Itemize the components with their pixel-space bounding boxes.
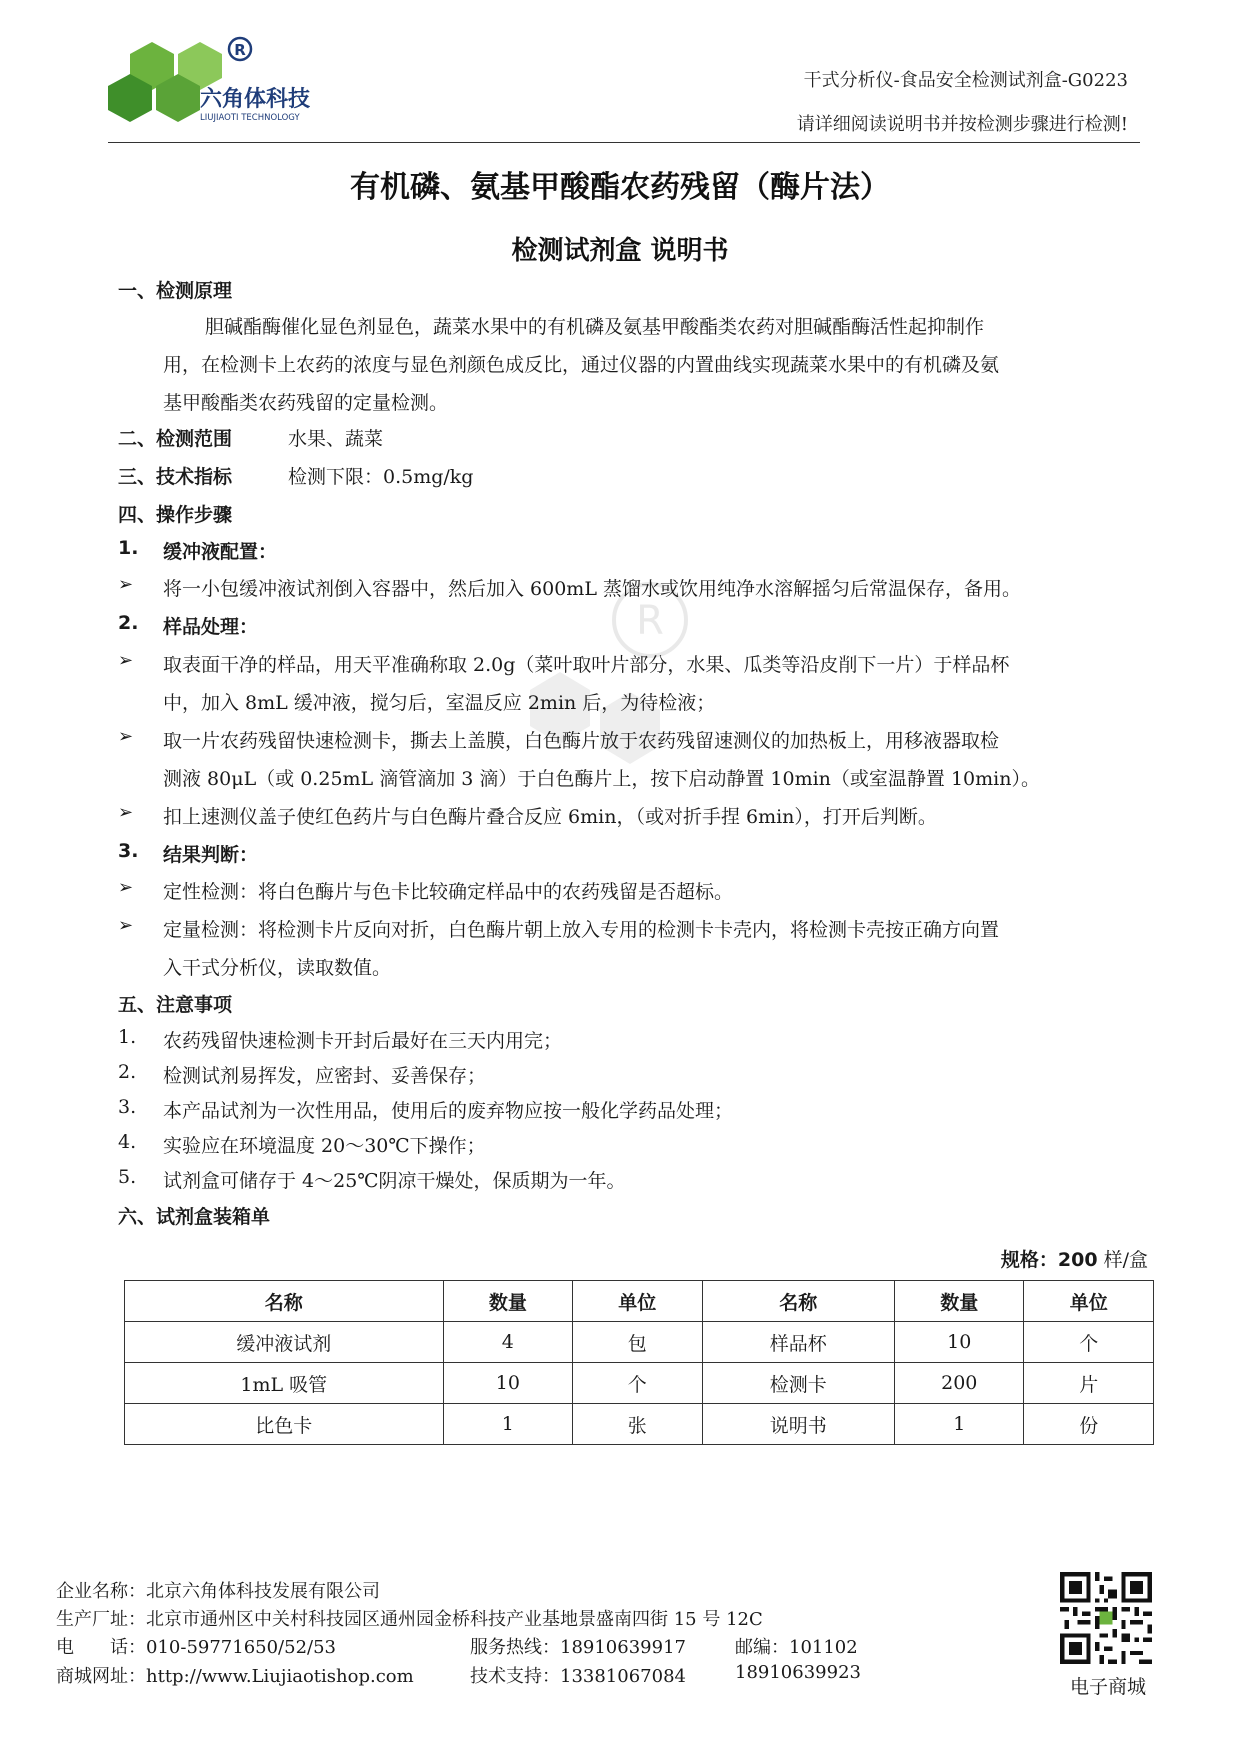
column-header: 数量 <box>443 1281 572 1322</box>
step-3-bullet-2-line-1: 定量检测：将检测卡片反向对折，白色酶片朝上放入专用的检测卡卡壳内，将检测卡壳按正确方向置 <box>163 919 1000 941</box>
table-cell: 检测卡 <box>702 1363 895 1404</box>
table-cell: 包 <box>573 1322 702 1363</box>
section-heading-scope: 二、检测范围 <box>118 428 233 450</box>
note-number: 4. <box>118 1131 137 1153</box>
table-row <box>125 1404 1154 1445</box>
table-cell: 份 <box>1024 1404 1154 1445</box>
column-header: 名称 <box>702 1281 895 1322</box>
table-row <box>125 1322 1154 1363</box>
table-cell: 说明书 <box>702 1404 895 1445</box>
table-cell: 4 <box>443 1322 572 1363</box>
packing-spec <box>1001 1245 1148 1272</box>
step-2-bullet-2-line-1: 取一片农药残留快速检测卡，撕去上盖膜，白色酶片放于农药残留速测仪的加热板上，用移液器取检 <box>163 730 1000 752</box>
step-3-bullet-2-line-2: 入干式分析仪，读取数值。 <box>163 957 392 979</box>
note-number: 3. <box>118 1096 137 1118</box>
table-cell: 200 <box>895 1363 1024 1404</box>
svg-text:六角体科技: 六角体科技 <box>200 87 311 112</box>
footer-address: 生产厂址：北京市通州区中关村科技园区通州园金桥科技产业基地景盛南四街 15 号 12C <box>56 1609 763 1630</box>
bullet-arrow-icon: ➢ <box>118 802 134 823</box>
step-1-bullet-1: 将一小包缓冲液试剂倒入容器中，然后加入 600mL 蒸馏水或饮用纯净水溶解摇匀后常温保存，备用。 <box>163 578 1021 600</box>
section-heading-notes: 五、注意事项 <box>118 994 233 1016</box>
table-cell: 样品杯 <box>702 1322 895 1363</box>
table-cell: 个 <box>573 1363 702 1404</box>
column-header: 名称 <box>125 1281 444 1322</box>
bullet-arrow-icon: ➢ <box>118 877 134 898</box>
step-1-number: 1. <box>118 537 139 559</box>
column-header: 数量 <box>895 1281 1024 1322</box>
footer-shop-url[interactable]: 商城网址：http://www.Liujiaotishop.com <box>56 1666 414 1687</box>
table-row <box>125 1363 1154 1404</box>
spec-value: 检测下限：0.5mg/kg <box>288 466 474 488</box>
document-subtitle: 检测试剂盒 说明书 <box>511 236 729 266</box>
table-header-row <box>125 1281 1154 1322</box>
table-cell: 10 <box>443 1363 572 1404</box>
step-2-bullet-1-line-2: 中，加入 8mL 缓冲液，搅匀后，室温反应 2min 后，为待检液； <box>163 692 716 714</box>
footer-phone: 电 话：010-59771650/52/53 <box>56 1637 336 1658</box>
step-3-number: 3. <box>118 840 139 862</box>
table-cell: 片 <box>1024 1363 1154 1404</box>
document-title: 有机磷、氨基甲酸酯农药残留（酶片法） <box>350 170 890 205</box>
bullet-arrow-icon: ➢ <box>118 726 134 747</box>
table-cell: 比色卡 <box>125 1404 444 1445</box>
header-divider <box>108 142 1140 143</box>
principle-line-3: 基甲酸酯类农药残留的定量检测。 <box>163 392 449 414</box>
packing-spec-unit: 样/盒 <box>1097 1249 1148 1271</box>
packing-spec-label: 规格： <box>1000 1249 1058 1271</box>
svg-text:LIUJIAOTI TECHNOLOGY: LIUJIAOTI TECHNOLOGY <box>200 113 300 123</box>
footer-company: 企业名称：北京六角体科技发展有限公司 <box>56 1581 380 1602</box>
table-cell: 10 <box>895 1322 1024 1363</box>
table-cell: 个 <box>1024 1322 1154 1363</box>
note-number: 2. <box>118 1061 137 1083</box>
table-cell: 1 <box>895 1404 1024 1445</box>
product-line: 干式分析仪-食品安全检测试剂盒-G0223 <box>803 70 1128 91</box>
svg-text:R: R <box>636 598 664 644</box>
step-2-number: 2. <box>118 612 139 634</box>
principle-line-1: 胆碱酯酶催化显色剂显色，蔬菜水果中的有机磷及氨基甲酸酯类农药对胆碱酯酶活性起抑制作 <box>205 316 985 338</box>
table-cell: 张 <box>573 1404 702 1445</box>
packing-spec-number: 200 <box>1057 1249 1098 1271</box>
bullet-arrow-icon: ➢ <box>118 915 134 936</box>
table-cell: 1 <box>443 1404 572 1445</box>
note-item: 实验应在环境温度 20～30℃下操作； <box>163 1135 486 1157</box>
svg-text:R: R <box>234 41 246 59</box>
section-heading-spec: 三、技术指标 <box>118 466 233 488</box>
table-cell: 1mL 吸管 <box>125 1363 444 1404</box>
company-logo <box>100 34 340 140</box>
step-3-title: 结果判断： <box>163 844 259 866</box>
step-2-bullet-2-line-2: 测液 80μL（或 0.25mL 滴管滴加 3 滴）于白色酶片上，按下启动静置 10min（或室温静置 10min）。 <box>163 768 1040 790</box>
bullet-arrow-icon: ➢ <box>118 650 134 671</box>
scope-value: 水果、蔬菜 <box>288 428 384 450</box>
step-2-title: 样品处理： <box>163 616 259 638</box>
column-header: 单位 <box>573 1281 702 1322</box>
section-heading-principle: 一、检测原理 <box>118 280 233 302</box>
note-number: 1. <box>118 1026 137 1048</box>
step-1-title: 缓冲液配置： <box>163 541 278 563</box>
table-cell: 缓冲液试剂 <box>125 1322 444 1363</box>
qr-code-icon[interactable] <box>1060 1572 1152 1664</box>
qr-caption: 电子商城 <box>1069 1676 1146 1698</box>
note-item: 试剂盒可储存于 4～25℃阴凉干燥处，保质期为一年。 <box>163 1170 626 1192</box>
note-item: 本产品试剂为一次性用品，使用后的废弃物应按一般化学药品处理； <box>163 1100 734 1122</box>
note-number: 5. <box>118 1166 137 1188</box>
note-item: 检测试剂易挥发，应密封、妥善保存； <box>163 1065 487 1087</box>
section-heading-packing: 六、试剂盒装箱单 <box>118 1206 271 1228</box>
packing-list-table <box>124 1280 1154 1445</box>
footer-support: 技术支持：13381067084 <box>470 1666 686 1687</box>
reading-notice: 请详细阅读说明书并按检测步骤进行检测! <box>796 114 1128 135</box>
column-header: 单位 <box>1024 1281 1154 1322</box>
step-2-bullet-1-line-1: 取表面干净的样品，用天平准确称取 2.0g（菜叶取叶片部分，水果、瓜类等沿皮削下一片）于样品杯 <box>163 654 1010 676</box>
footer-hotline: 服务热线：18910639917 <box>470 1637 686 1658</box>
section-heading-steps: 四、操作步骤 <box>118 504 233 526</box>
footer-support-2: 18910639923 <box>735 1662 861 1683</box>
note-item: 农药残留快速检测卡开封后最好在三天内用完； <box>163 1030 563 1052</box>
principle-line-2: 用，在检测卡上农药的浓度与显色剂颜色成反比，通过仪器的内置曲线实现蔬菜水果中的有机磷及氨 <box>163 354 1000 376</box>
bullet-arrow-icon: ➢ <box>118 574 134 595</box>
step-3-bullet-1: 定性检测：将白色酶片与色卡比较确定样品中的农药残留是否超标。 <box>163 881 734 903</box>
footer-postcode: 邮编：101102 <box>735 1637 858 1658</box>
step-2-bullet-3: 扣上速测仪盖子使红色药片与白色酶片叠合反应 6min，（或对折手捏 6min），打开后判断。 <box>163 806 937 828</box>
